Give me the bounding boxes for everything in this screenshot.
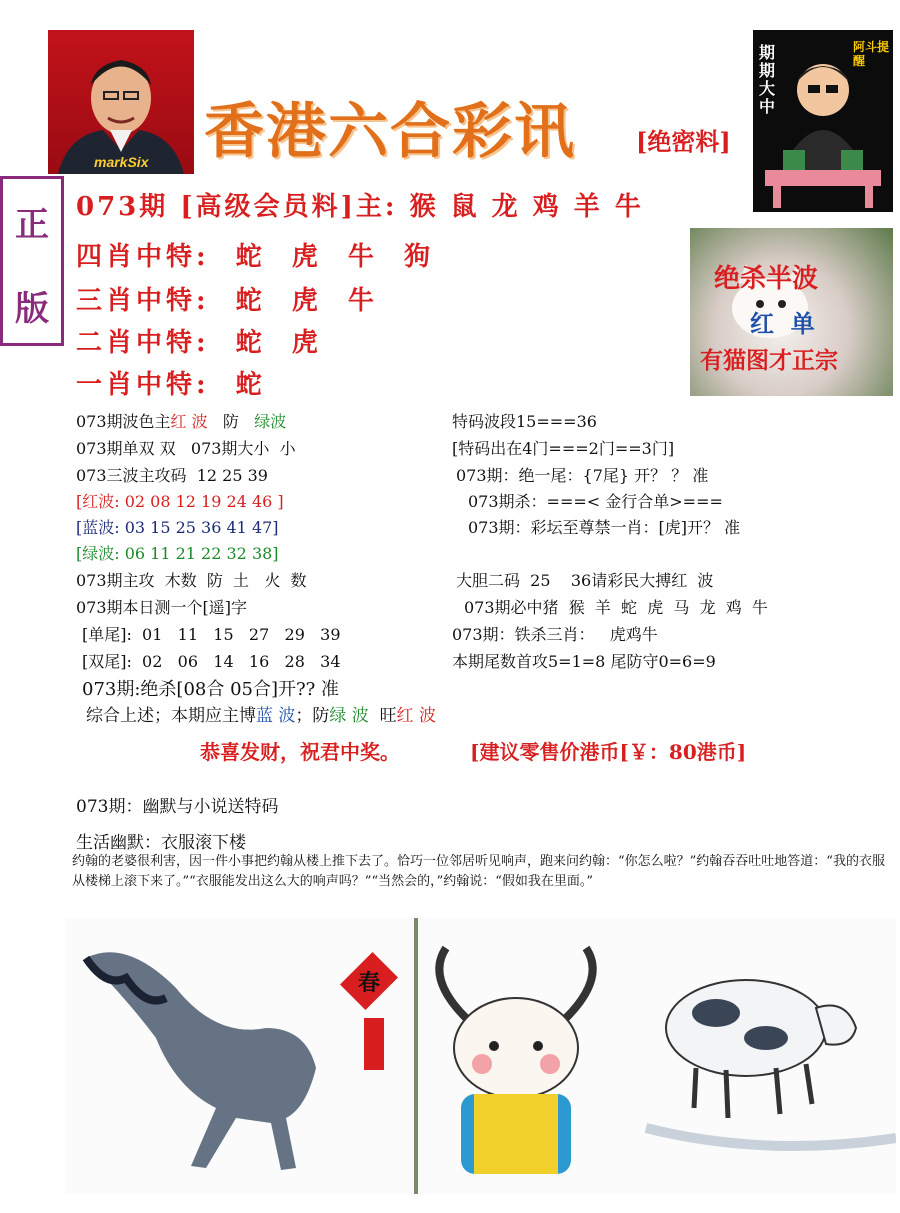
- green-wave: [绿波: 06 11 21 22 32 38]: [76, 544, 279, 563]
- page-title: 香港六合彩讯: [204, 97, 576, 167]
- cartoon-image: [753, 30, 893, 212]
- kill-group: 073期杀：===< 金行合单>===: [468, 492, 723, 511]
- wave-red: 红 波: [170, 412, 208, 431]
- price: [建议零售价港币[￥：80港币]: [470, 740, 747, 764]
- one-zodiac: 一肖中特: 蛇: [76, 370, 266, 400]
- single-tail: [单尾]: 01 11 15 27 29 39: [82, 625, 341, 644]
- cat-line-3: 有猫图才正宗: [700, 347, 838, 374]
- humor-subtitle: 生活幽默：衣服滚下楼: [76, 833, 246, 853]
- congrats: 恭喜发财，祝君中奖。: [200, 740, 400, 764]
- two-zodiac: 二肖中特: 蛇 虎: [76, 328, 322, 358]
- stamp-char-1: 正: [15, 205, 49, 245]
- wave-green: 绿波: [254, 412, 287, 431]
- three-wave: 073三波主攻码 12 25 39: [76, 466, 268, 485]
- odd-even: 073期单双 双 073期大小 小: [76, 439, 296, 458]
- iron-kill: 073期：铁杀三肖： 虎鸡牛: [452, 625, 658, 644]
- gate-line: [特码出在4门===2门==3门]: [452, 439, 675, 458]
- cat-line-2: 红 单: [750, 309, 815, 338]
- three-zodiac: 三肖中特: 蛇 虎 牛: [76, 286, 378, 316]
- humor-header: 073期：幽默与小说送特码: [76, 797, 279, 817]
- red-wave: [红波: 02 08 12 19 24 46 ]: [76, 492, 284, 511]
- wave-guard: 防: [222, 412, 239, 431]
- cat-line-1: 绝杀半波: [714, 264, 819, 294]
- wave-main: 073期波色主: [76, 412, 171, 431]
- cartoon-badge-left: 期期大中: [759, 43, 776, 116]
- kill-combo: 073期:绝杀[08合 05合]开?? 准: [82, 679, 340, 700]
- photo-caption: markSix: [94, 154, 149, 170]
- four-zodiac: 四肖中特: 蛇 虎 牛 狗: [76, 242, 435, 272]
- zodiac-painting: [66, 918, 896, 1194]
- title-tag: [绝密料]: [636, 127, 731, 156]
- stamp-char-2: 版: [15, 289, 49, 329]
- issue-line: 073期 [高级会员料]主: 猴 鼠 龙 鸡 羊 牛: [76, 192, 644, 222]
- forbidden-zodiac: 073期：彩坛至尊禁一肖：[虎]开？ 准: [468, 518, 741, 537]
- wave-segment: 特码波段15===36: [452, 412, 597, 431]
- authentic-stamp: [0, 176, 64, 346]
- summary-red: 红 波: [396, 706, 437, 726]
- must-pig: 073期必中猪 猴 羊 蛇 虎 马 龙 鸡 牛: [464, 598, 768, 617]
- summary-wang: 旺: [379, 706, 397, 726]
- wave-line: [76, 409, 286, 432]
- summary-blue: 蓝 波: [256, 706, 296, 726]
- summary-green: 绿 波: [329, 706, 369, 726]
- blue-wave: [蓝波: 03 15 25 36 41 47]: [76, 518, 279, 537]
- daily-char: 073期本日测一个[遥]字: [76, 598, 248, 617]
- tail-attack: 本期尾数首攻5=1=8 尾防守0=6=9: [452, 652, 716, 671]
- two-codes: 大胆二码 25 36请彩民大搏红 波: [456, 571, 714, 590]
- seal-char: 春: [358, 970, 381, 996]
- cat-image: [690, 228, 893, 396]
- humor-body: 约翰的老婆很利害，因一件小事把约翰从楼上推下去了。恰巧一位邻居听见响声，跑来问约翰：“你怎么啦？”约翰吞吞吐吐地答道：“我的衣服从楼梯上滚下来了。”“衣服能发出这么大的响声吗？”“当然会的，”约翰说：“假如我在里面。”: [72, 854, 885, 889]
- tail-line: 073期：绝一尾：{7尾} 开？ ？ 准: [456, 466, 709, 485]
- summary-guard: ；防: [295, 706, 330, 726]
- cartoon-badge-right: 阿斗提醒: [853, 40, 890, 68]
- main-attack: 073期主攻 木数 防 土 火 数: [76, 571, 307, 590]
- host-photo: [48, 30, 194, 174]
- summary-prefix: 综合上述；本期应主博: [86, 706, 256, 726]
- double-tail: [双尾]: 02 06 14 16 28 34: [82, 652, 341, 671]
- summary-line: [86, 701, 436, 726]
